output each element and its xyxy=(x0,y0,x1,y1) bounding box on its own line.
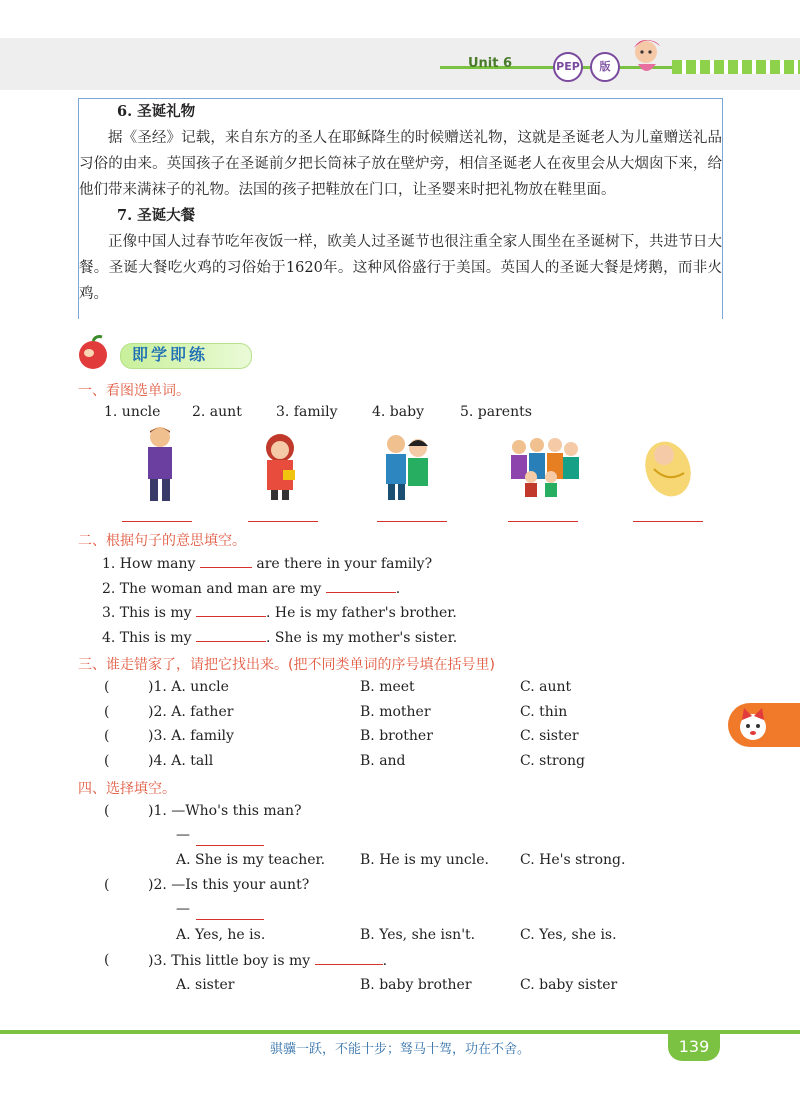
q4-answer-line-2[interactable] xyxy=(196,919,264,920)
q3-item-1-c: C. aunt xyxy=(520,679,572,695)
uncle-picture xyxy=(140,425,180,501)
q4-item-1-a: A. She is my teacher. xyxy=(176,852,326,868)
q1-answer-blank-2[interactable] xyxy=(248,521,318,522)
section-7-text: 正像中国人过春节吃年夜饭一样，欧美人过圣诞节也很注重全家人围坐在圣诞树下，共进节日大餐。圣诞大餐吃火鸡的习俗始于1620年。这种风俗盛行于美国。英国人的圣诞大餐是烤鹅，而非火鸡。 xyxy=(79,234,722,302)
parents-picture xyxy=(372,430,442,500)
q4-paren-2[interactable]: ( xyxy=(104,877,110,893)
unit-label: Unit 6 xyxy=(468,56,513,71)
q4-item-2-dash: — xyxy=(176,901,190,917)
q2-item-3-start: 3. This is my xyxy=(102,605,192,621)
q1-answer-blank-3[interactable] xyxy=(377,521,447,522)
q3-item-2-a: )2. A. father xyxy=(148,704,234,720)
q4-item-2-c: C. Yes, she is. xyxy=(520,927,617,943)
q3-item-3-c: C. sister xyxy=(520,728,579,744)
apple-mascot-icon xyxy=(74,333,112,373)
q4-answer-line-1[interactable] xyxy=(196,845,264,846)
section-7-title: 7. 圣诞大餐 xyxy=(117,207,196,224)
q1-answer-blank-5[interactable] xyxy=(633,521,703,522)
q1-answer-blank-1[interactable] xyxy=(122,521,192,522)
pep-badge: PEP xyxy=(553,52,583,82)
q4-item-3-a: A. sister xyxy=(176,977,235,993)
q4-item-3-c: C. baby sister xyxy=(520,977,618,993)
q2-item-3-end: . He is my father's brother. xyxy=(266,605,457,621)
q2-item-2 xyxy=(102,580,400,597)
q3-paren-3[interactable]: ( xyxy=(104,728,110,744)
q2-item-1-end: are there in your family? xyxy=(256,556,433,572)
q2-item-4 xyxy=(102,629,457,646)
q3-paren-1[interactable]: ( xyxy=(104,679,110,695)
footer-proverb: 骐骥一跃，不能十步；驽马十驾，功在不舍。 xyxy=(269,1042,530,1057)
q1-word-2: 2. aunt xyxy=(192,404,242,420)
q3-item-3-a: )3. A. family xyxy=(148,728,234,744)
q2-item-4-end: . She is my mother's sister. xyxy=(266,630,458,646)
q2-item-2-start: 2. The woman and man are my xyxy=(102,581,322,597)
q2-blank-1[interactable] xyxy=(200,555,252,568)
page-number: 139 xyxy=(668,1033,720,1061)
q4-item-1-c: C. He's strong. xyxy=(520,852,626,868)
q2-blank-4[interactable] xyxy=(196,629,266,642)
q3-item-3-b: B. brother xyxy=(360,728,433,744)
q1-word-4: 4. baby xyxy=(372,404,424,420)
q4-paren-1[interactable]: ( xyxy=(104,803,110,819)
q2-item-4-start: 4. This is my xyxy=(102,630,192,646)
q3-item-2-c: C. thin xyxy=(520,704,568,720)
q3-item-1-a: )1. A. uncle xyxy=(148,679,229,695)
cat-mascot-icon xyxy=(734,706,772,744)
q3-item-1-b: B. meet xyxy=(360,679,415,695)
q4-paren-3[interactable]: ( xyxy=(104,952,110,968)
section-6-text: 据《圣经》记载，来自东方的圣人在耶稣降生的时候赠送礼物，这就是圣诞老人为儿童赠送礼品习俗的由来。英国孩子在圣诞前夕把长筒袜子放在壁炉旁，相信圣诞老人在夜里会从大烟囱下来，给他们带来满袜子的礼物。法国的孩子把鞋放在门口，让圣婴来时把礼物放在鞋里面。 xyxy=(79,130,722,198)
q1-word-1: 1. uncle xyxy=(104,404,161,420)
q2-heading: 二、根据句子的意思填空。 xyxy=(78,533,246,549)
baby-picture xyxy=(640,433,696,499)
q3-paren-4[interactable]: ( xyxy=(104,753,110,769)
q4-item-1-dash: — xyxy=(176,827,190,843)
q4-item-3-question: )3. This little boy is my . xyxy=(148,953,388,969)
family-picture xyxy=(505,433,581,499)
q1-heading: 一、看图选单词。 xyxy=(78,383,190,399)
q2-item-3 xyxy=(102,604,457,621)
q4-item-1-question: )1. —Who's this man? xyxy=(148,803,302,819)
q2-item-1 xyxy=(102,555,432,572)
mascot-girl-icon xyxy=(616,34,676,80)
q2-item-2-end: . xyxy=(395,581,401,597)
section-6-title: 6. 圣诞礼物 xyxy=(117,103,196,120)
q4-item-2-b: B. Yes, she isn't. xyxy=(360,927,476,943)
q3-item-4-a: )4. A. tall xyxy=(148,753,214,769)
practice-banner-text: 即学即练 xyxy=(132,345,209,364)
q3-item-4-b: B. and xyxy=(360,753,406,769)
q4-item-1-b: B. He is my uncle. xyxy=(360,852,489,868)
q3-heading: 三、谁走错家了，请把它找出来。(把不同类单词的序号填在括号里) xyxy=(78,657,495,673)
q4-item-3-b: B. baby brother xyxy=(360,977,472,993)
q4-item-2-a: A. Yes, he is. xyxy=(176,927,266,943)
q1-answer-blank-4[interactable] xyxy=(508,521,578,522)
reading-box xyxy=(78,98,723,319)
q2-blank-3[interactable] xyxy=(196,604,266,617)
edition-badge: 版 xyxy=(590,52,620,82)
q1-word-5: 5. parents xyxy=(460,404,532,420)
q3-paren-2[interactable]: ( xyxy=(104,704,110,720)
q2-item-1-start: 1. How many xyxy=(102,556,196,572)
header-stripe xyxy=(672,60,800,74)
q3-item-2-b: B. mother xyxy=(360,704,431,720)
q4-blank-3[interactable] xyxy=(315,952,383,965)
q2-blank-2[interactable] xyxy=(326,580,396,593)
q4-item-3-question-text: )3. This little boy is my xyxy=(148,953,311,969)
q4-heading: 四、选择填空。 xyxy=(78,781,176,797)
aunt-picture xyxy=(257,430,303,500)
q3-item-4-c: C. strong xyxy=(520,753,586,769)
q1-word-3: 3. family xyxy=(276,404,338,420)
q4-item-2-question: )2. —Is this your aunt? xyxy=(148,877,310,893)
